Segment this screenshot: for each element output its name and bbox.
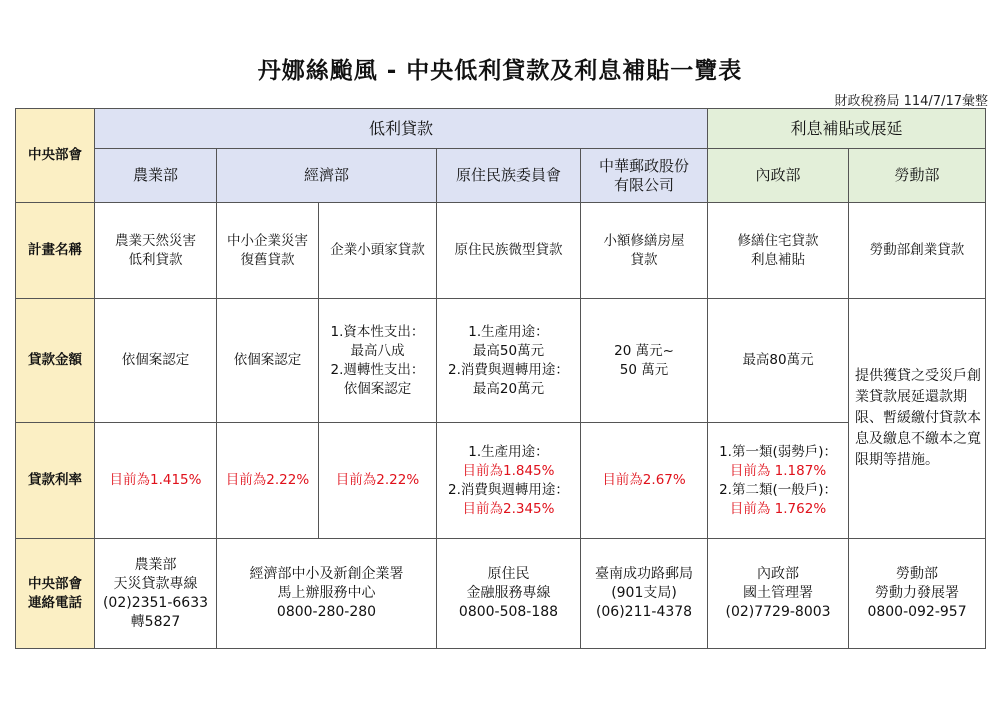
contact-labor: 勞動部 勞動力發展署 0800-092-957 [849, 539, 986, 649]
dept-economic-affairs: 經濟部 [217, 149, 437, 203]
dept-agriculture: 農業部 [95, 149, 217, 203]
row-label-amount: 貸款金額 [16, 299, 95, 423]
plan-econ-sme: 中小企業災害 復舊貸款 [217, 203, 319, 299]
rate-econ-micro: 目前為2.22% [319, 423, 437, 539]
amount-econ-sme: 依個案認定 [217, 299, 319, 423]
rate-post: 目前為2.67% [581, 423, 708, 539]
rate-interior-line2: 目前為 1.187% [729, 462, 827, 479]
row-label-contact: 中央部會 連絡電話 [16, 539, 95, 649]
contact-indigenous: 原住民 金融服務專線 0800-508-188 [437, 539, 581, 649]
contact-agri: 農業部 天災貸款專線 (02)2351-6633 轉5827 [95, 539, 217, 649]
rate-indig-line3: 2.消費與週轉用途： [448, 481, 569, 498]
dept-labor: 勞動部 [849, 149, 986, 203]
rate-indigenous [437, 423, 581, 539]
contact-interior: 內政部 國土管理署 (02)7729-8003 [708, 539, 849, 649]
rate-agri: 目前為1.415% [95, 423, 217, 539]
row-label-plan: 計畫名稱 [16, 203, 95, 299]
rate-interior-line4: 目前為 1.762% [729, 500, 827, 517]
rate-econ-sme: 目前為2.22% [217, 423, 319, 539]
plan-indigenous: 原住民族微型貸款 [437, 203, 581, 299]
rate-interior [708, 423, 849, 539]
page-title: 丹娜絲颱風 - 中央低利貸款及利息補貼一覽表 [257, 58, 743, 84]
source-note: 財政稅務局 114/7/17彙整 [834, 94, 988, 109]
plan-interior: 修繕住宅貸款 利息補貼 [708, 203, 849, 299]
rate-indig-line4: 目前為2.345% [462, 500, 555, 517]
rate-interior-line1: 1.第一類(弱勢戶)： [719, 443, 837, 460]
amount-econ-micro: 1.資本性支出： 最高八成 2.週轉性支出： 依個案認定 [319, 299, 437, 423]
group-low-interest-loan: 低利貸款 [95, 109, 708, 149]
dept-interior: 內政部 [708, 149, 849, 203]
plan-labor: 勞動部創業貸款 [849, 203, 986, 299]
amount-interior: 最高80萬元 [708, 299, 849, 423]
amount-agri: 依個案認定 [95, 299, 217, 423]
plan-agri: 農業天然災害 低利貸款 [95, 203, 217, 299]
dept-chunghwa-post: 中華郵政股份 有限公司 [581, 149, 708, 203]
amount-post: 20 萬元~ 50 萬元 [581, 299, 708, 423]
rate-indig-line1: 1.生產用途： [468, 443, 549, 460]
rate-interior-line3: 2.第二類(一般戶)： [719, 481, 837, 498]
contact-post: 臺南成功路郵局 (901支局) (06)211-4378 [581, 539, 708, 649]
rate-indig-line2: 目前為1.845% [462, 462, 555, 479]
amount-indigenous: 1.生產用途： 最高50萬元 2.消費與週轉用途： 最高20萬元 [437, 299, 581, 423]
row-label-rate: 貸款利率 [16, 423, 95, 539]
plan-econ-micro: 企業小頭家貸款 [319, 203, 437, 299]
group-interest-subsidy: 利息補貼或展延 [708, 109, 986, 149]
dept-indigenous: 原住民族委員會 [437, 149, 581, 203]
header-corner: 中央部會 [16, 109, 95, 203]
plan-post: 小額修繕房屋 貸款 [581, 203, 708, 299]
contact-econ: 經濟部中小及新創企業署 馬上辦服務中心 0800-280-280 [217, 539, 437, 649]
loan-table [15, 108, 986, 649]
labor-deferral-note: 提供獲貸之受災戶創業貸款展延還款期限、暫緩繳付貸款本息及繳息不繳本之寬限期等措施。 [849, 299, 986, 539]
